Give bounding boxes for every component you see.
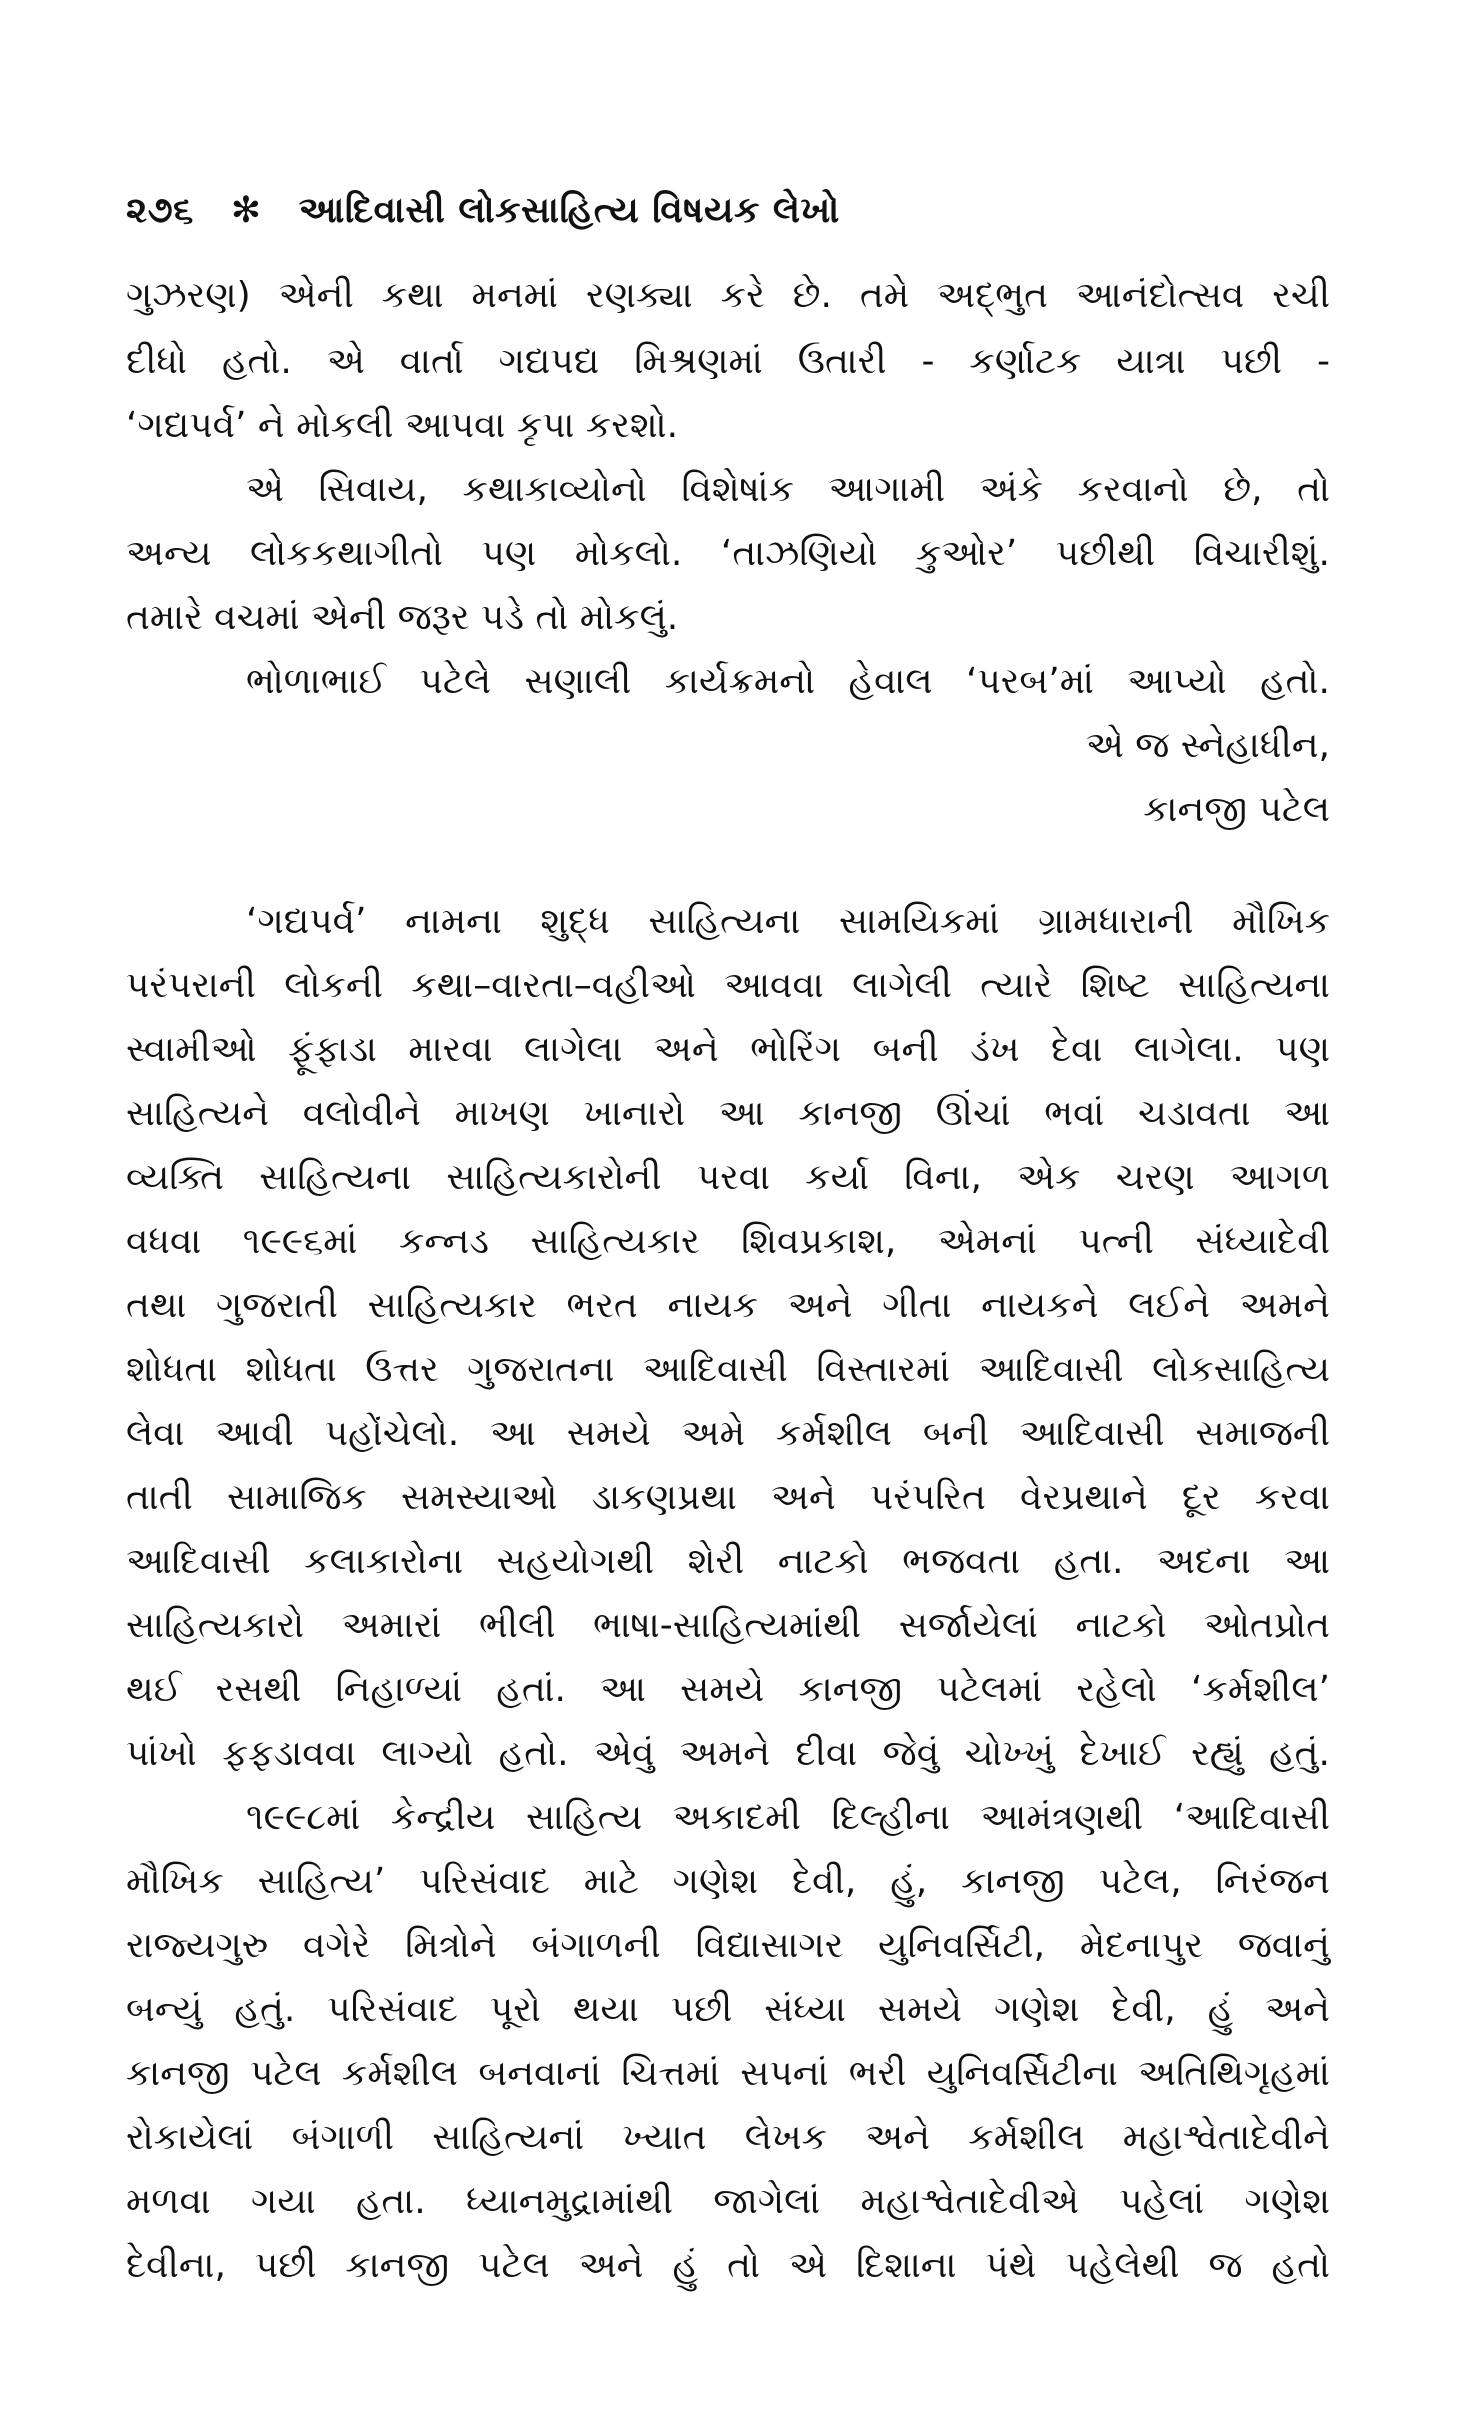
running-header (126, 190, 840, 250)
letter-line: અન્ય લોકકથાગીતો પણ મોકલો. ‘તાઝણિયો કુઓર’ પછીથી વિચારીશું. (126, 533, 1330, 574)
letter-closing: એ જ સ્નેહાધીન, (1085, 725, 1330, 766)
body-line: પરંપરાની લોકની કથા–વારતા–વહીઓ આવવા લાગેલી ત્યારે શિષ્ટ સાહિત્યના (126, 965, 1330, 1006)
body-line: ૧૯૯૮માં કેન્દ્રીય સાહિત્ય અકાદમી દિલ્હીના આમંત્રણથી ‘આદિવાસી (246, 1797, 1330, 1838)
body-line: થઈ રસથી નિહાળ્યાં હતાં. આ સમયે કાનજી પટેલમાં રહેલો ‘કર્મશીલ’ (126, 1669, 1330, 1710)
body-line: મૌખિક સાહિત્ય’ પરિસંવાદ માટે ગણેશ દેવી, હું, કાનજી પટેલ, નિરંજન (126, 1861, 1330, 1902)
asterisk-separator-icon: ✻ (230, 190, 262, 231)
body-line: સાહિત્યને વલોવીને માખણ ખાનારો આ કાનજી ઊંચાં ભવાં ચડાવતા આ (126, 1093, 1330, 1134)
body-line: શોધતા શોધતા ઉત્તર ગુજરાતના આદિવાસી વિસ્તારમાં આદિવાસી લોકસાહિત્ય (126, 1349, 1330, 1390)
body-line: વધવા ૧૯૯૬માં કન્નડ સાહિત્યકાર શિવપ્રકાશ, એમનાં પત્ની સંધ્યાદેવી (126, 1221, 1330, 1262)
body-line: પાંખો ફફડાવવા લાગ્યો હતો. એવું અમને દીવા જેવું ચોખ્ખું દેખાઈ રહ્યું હતું. (126, 1733, 1330, 1774)
body-line: તાતી સામાજિક સમસ્યાઓ ડાકણપ્રથા અને પરંપરિત વેરપ્રથાને દૂર કરવા (126, 1477, 1330, 1518)
letter-line: દીધો હતો. એ વાર્તા ગદ્યપદ્ય મિશ્રણમાં ઉતારી - કર્ણાટક યાત્રા પછી - (126, 341, 1330, 382)
body-line: વ્યક્તિ સાહિત્યના સાહિત્યકારોની પરવા કર્યા વિના, એક ચરણ આગળ (126, 1157, 1330, 1198)
body-line: સ્વામીઓ ફૂંફાડા મારવા લાગેલા અને ભોરિંગ બની ડંખ દેવા લાગેલા. પણ (126, 1029, 1330, 1070)
letter-line: ભોળાભાઈ પટેલે સણાલી કાર્યક્રમનો હેવાલ ‘પરબ’માં આપ્યો હતો. (246, 661, 1330, 702)
body-line: આદિવાસી કલાકારોના સહયોગથી શેરી નાટકો ભજવતા હતા. અદના આ (126, 1541, 1330, 1582)
body-line: લેવા આવી પહોંચેલો. આ સમયે અમે કર્મશીલ બની આદિવાસી સમાજની (126, 1413, 1330, 1454)
body-line: રાજ્યગુરુ વગેરે મિત્રોને બંગાળની વિદ્યાસાગર યુનિવર્સિટી, મેદનાપુર જવાનું (126, 1925, 1330, 1966)
body-line: દેવીના, પછી કાનજી પટેલ અને હું તો એ દિશાના પંથે પહેલેથી જ હતો (126, 2245, 1330, 2286)
body-line: મળવા ગયા હતા. ધ્યાનમુદ્રામાંથી જાગેલાં મહાશ્વેતાદેવીએ પહેલાં ગણેશ (126, 2181, 1330, 2222)
letter-line: ગુઝરણ) એની કથા મનમાં રણક્યા કરે છે. તમે અદ્ભુત આનંદોત્સવ રચી (126, 275, 1330, 316)
letter-line: તમારે વચમાં એની જરૂર પડે તો મોકલું. (126, 597, 679, 638)
book-title: આદિવાસી લોકસાહિત્ય વિષયક લેખો (298, 190, 840, 231)
body-line: તથા ગુજરાતી સાહિત્યકાર ભરત નાયક અને ગીતા નાયકને લઈને અમને (126, 1285, 1330, 1326)
body-line: કાનજી પટેલ કર્મશીલ બનવાનાં ચિત્તમાં સપનાં ભરી યુનિવર્સિટીના અતિથિગૃહમાં (126, 2053, 1330, 2094)
body-line: સાહિત્યકારો અમારાં ભીલી ભાષા-સાહિત્યમાંથી સર્જાયેલાં નાટકો ઓતપ્રોત (126, 1605, 1330, 1646)
body-line: રોકાયેલાં બંગાળી સાહિત્યનાં ખ્યાત લેખક અને કર્મશીલ મહાશ્વેતાદેવીને (126, 2117, 1330, 2158)
body-line: ‘ગદ્યપર્વ’ નામના શુદ્ધ સાહિત્યના સામયિકમાં ગ્રામધારાની મૌખિક (246, 901, 1330, 942)
letter-line: ‘ગદ્યપર્વ’ ને મોકલી આપવા કૃપા કરશો. (126, 405, 679, 446)
letter-signature: કાનજી પટેલ (1143, 789, 1330, 830)
body-line: બન્યું હતું. પરિસંવાદ પૂરો થયા પછી સંધ્યા સમયે ગણેશ દેવી, હું અને (126, 1989, 1330, 2030)
letter-line: એ સિવાય, કથાકાવ્યોનો વિશેષાંક આગામી અંકે કરવાનો છે, તો (246, 469, 1330, 510)
page-number: ૨૭૬ (126, 190, 194, 231)
